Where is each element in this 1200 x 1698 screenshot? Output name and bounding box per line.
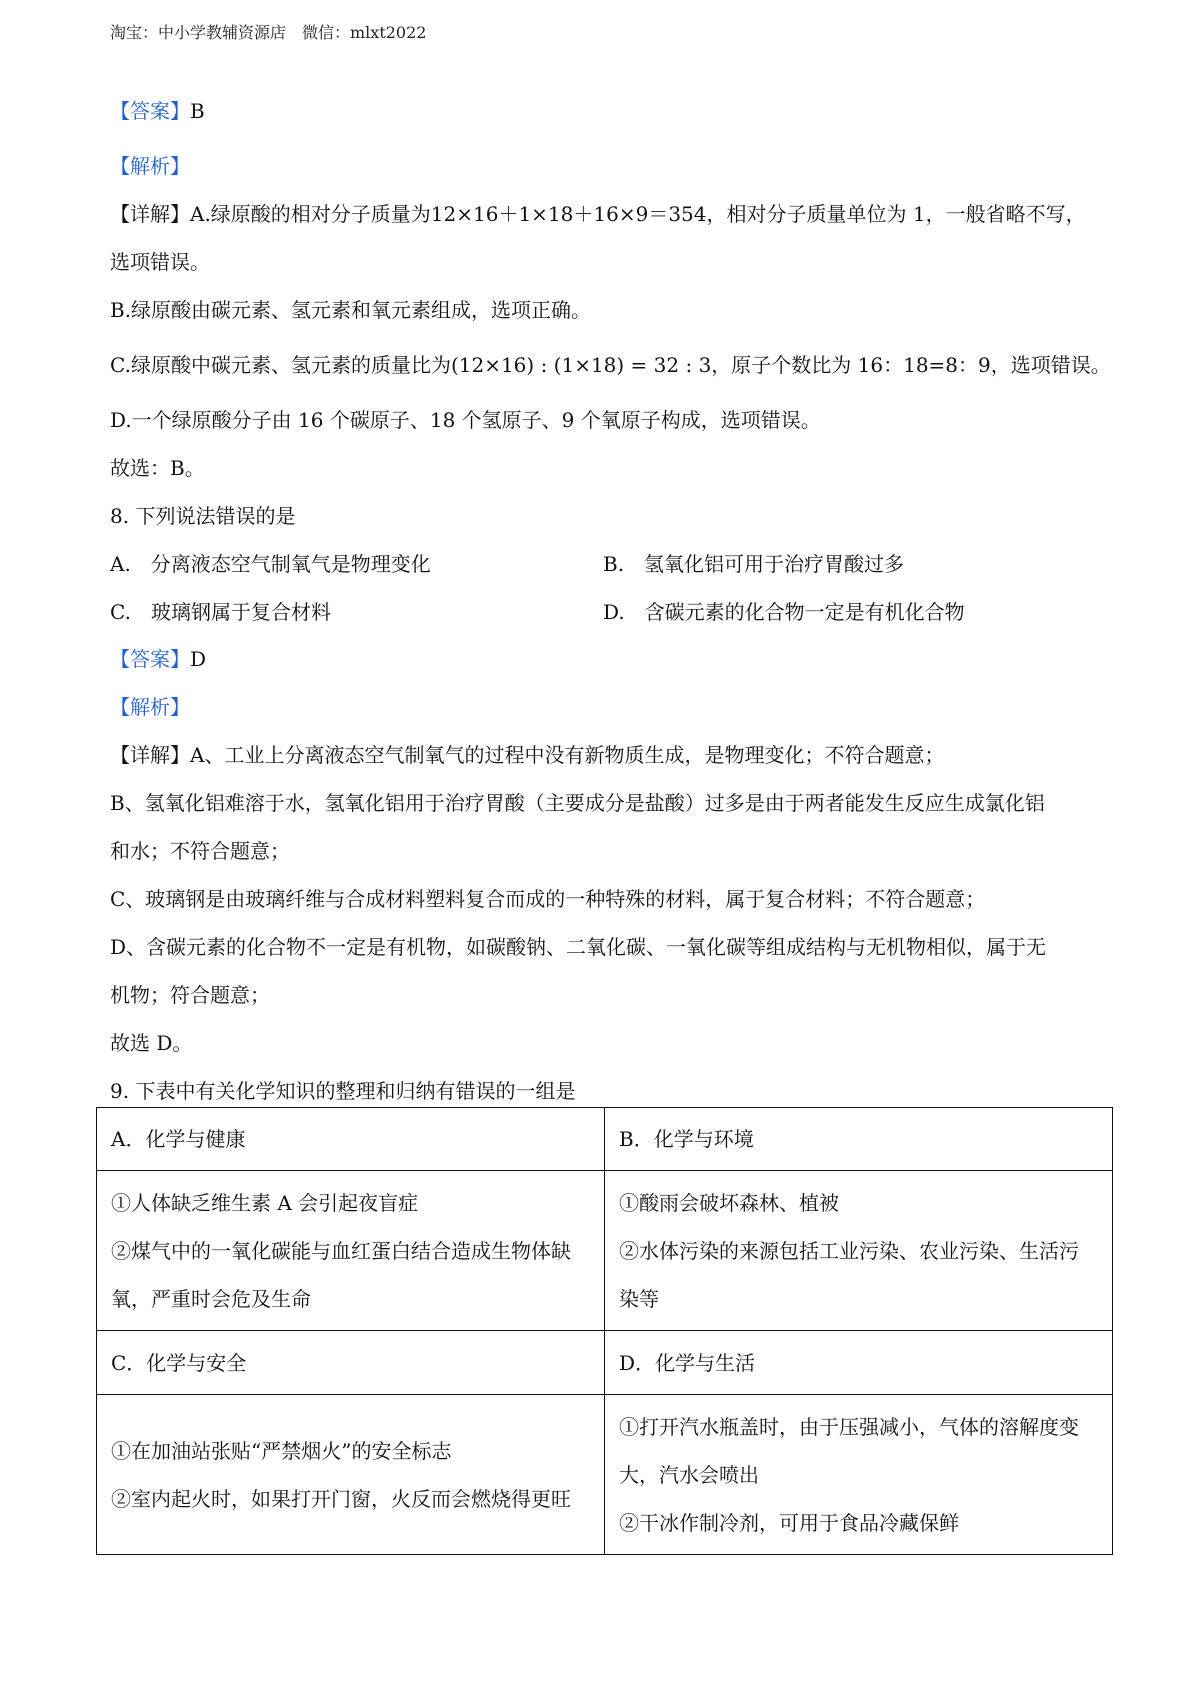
cell-d-heading: D．化学与生活 xyxy=(605,1331,1113,1395)
table-row xyxy=(97,1171,1113,1331)
q8-analysis-tag: 【解析】 xyxy=(110,695,190,719)
a-item-1: ①人体缺乏维生素 A 会引起夜盲症 xyxy=(111,1190,419,1215)
q8-option-d: D. 含碳元素的化合物一定是有机化合物 xyxy=(603,600,965,624)
d-item-2: ②干冰作制冷剂，可用于食品冷藏保鲜 xyxy=(619,1510,959,1535)
cell-c-heading: C．化学与安全 xyxy=(97,1331,605,1395)
q7-detail-a-line2: 选项错误。 xyxy=(110,250,210,274)
q7-analysis-tag: 【解析】 xyxy=(110,154,190,178)
cell-b-heading: B．化学与环境 xyxy=(605,1108,1113,1171)
q8-option-a: A. 分离液态空气制氧气是物理变化 xyxy=(110,552,431,576)
table-row xyxy=(97,1108,1113,1171)
cell-d-content xyxy=(605,1395,1113,1555)
q8-detail-a: 【详解】A、工业上分离液态空气制氧气的过程中没有新物质生成，是物理变化；不符合题意； xyxy=(110,743,945,767)
answer-value: B xyxy=(190,99,205,123)
answer-tag: 【答案】 xyxy=(110,99,190,123)
table-row xyxy=(97,1331,1113,1395)
q9-stem: 9. 下表中有关化学知识的整理和归纳有错误的一组是 xyxy=(110,1079,576,1103)
q7-answer-line xyxy=(110,95,205,124)
q7-conclusion: 故选：B。 xyxy=(110,456,205,480)
cell-c-content xyxy=(97,1395,605,1555)
cell-a-heading: A．化学与健康 xyxy=(97,1108,605,1171)
page-header: 淘宝：中小学教辅资源店 微信：mlxt2022 xyxy=(110,23,427,42)
q8-answer-line xyxy=(110,643,206,672)
q8-detail-b-line1: B、氢氧化铝难溶于水，氢氧化铝用于治疗胃酸（主要成分是盐酸）过多是由于两者能发生反应生成氯化铝 xyxy=(110,791,1045,815)
q8-detail-d-line2: 机物；符合题意； xyxy=(110,983,270,1007)
q8-option-b: B. 氢氧化铝可用于治疗胃酸过多 xyxy=(603,552,905,576)
c-item-1: ①在加油站张贴“严禁烟火”的安全标志 xyxy=(111,1438,452,1463)
q7-detail-c: C.绿原酸中碳元素、氢元素的质量比为(12×16) : (1×18) = 32 : 3，原子个数比为 16：18=8：9，选项错误。 xyxy=(110,353,1111,377)
answer-value: D xyxy=(190,647,207,671)
q7-detail-a-line1: 【详解】A.绿原酸的相对分子质量为12×16＋1×18＋16×9＝354，相对分子质量单位为 1，一般省略不写， xyxy=(110,202,1086,226)
b-item-2: ②水体污染的来源包括工业污染、农业污染、生活污染等 xyxy=(619,1238,1079,1311)
cell-b-content xyxy=(605,1171,1113,1331)
cell-a-content xyxy=(97,1171,605,1331)
q8-detail-d-line1: D、含碳元素的化合物不一定是有机物，如碳酸钠、二氧化碳、一氧化碳等组成结构与无机物相似，属于无 xyxy=(110,935,1047,959)
q7-detail-d: D.一个绿原酸分子由 16 个碳原子、18 个氢原子、9 个氧原子构成，选项错误。 xyxy=(110,408,821,432)
q8-detail-b-line2: 和水；不符合题意； xyxy=(110,839,290,863)
a-item-2: ②煤气中的一氧化碳能与血红蛋白结合造成生物体缺氧，严重时会危及生命 xyxy=(111,1238,571,1311)
q8-detail-c: C、玻璃钢是由玻璃纤维与合成材料塑料复合而成的一种特殊的材料，属于复合材料；不符合题意； xyxy=(110,887,986,911)
q7-detail-b: B.绿原酸由碳元素、氢元素和氧元素组成，选项正确。 xyxy=(110,298,592,322)
d-item-1: ①打开汽水瓶盖时，由于压强减小，气体的溶解度变大，汽水会喷出 xyxy=(619,1414,1079,1487)
q8-option-c: C. 玻璃钢属于复合材料 xyxy=(110,600,331,624)
q8-stem: 8. 下列说法错误的是 xyxy=(110,504,296,528)
table-row xyxy=(97,1395,1113,1555)
knowledge-table xyxy=(96,1107,1113,1555)
answer-tag: 【答案】 xyxy=(110,647,190,671)
b-item-1: ①酸雨会破坏森林、植被 xyxy=(619,1190,839,1215)
q8-conclusion: 故选 D。 xyxy=(110,1031,193,1055)
c-item-2: ②室内起火时，如果打开门窗，火反而会燃烧得更旺 xyxy=(111,1486,571,1511)
